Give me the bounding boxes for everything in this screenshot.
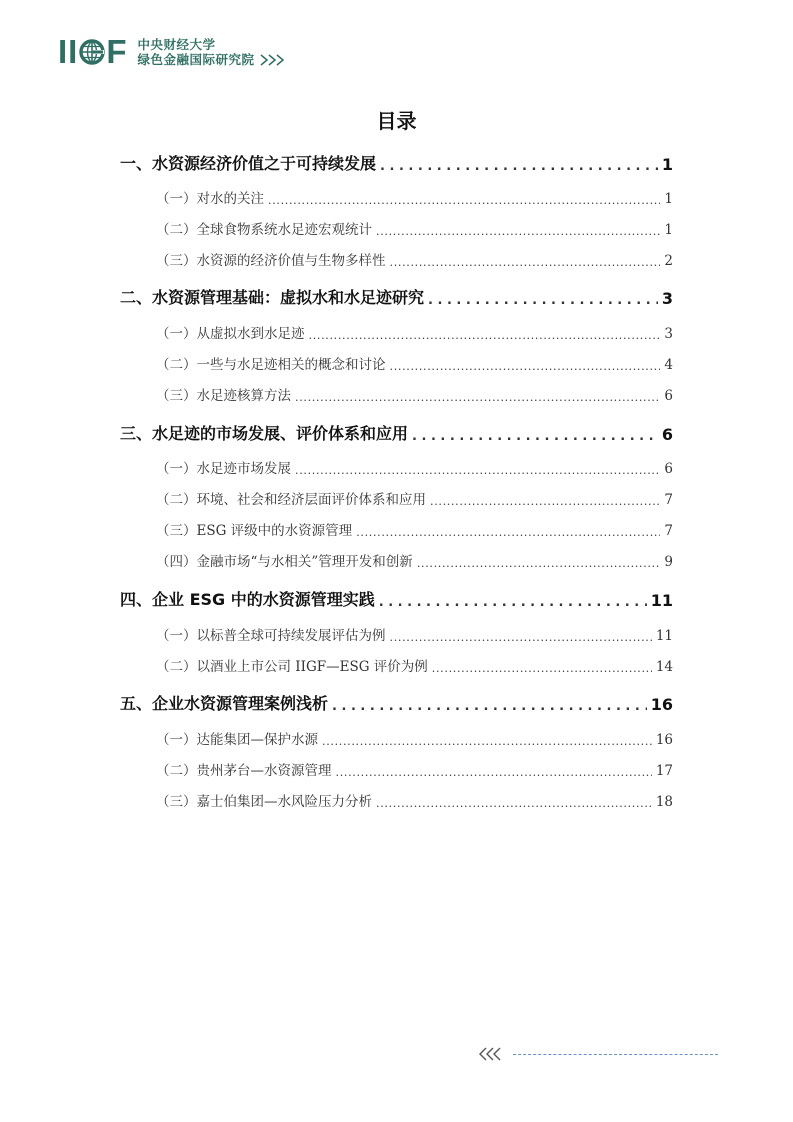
toc-entry-chapter[interactable] bbox=[120, 691, 673, 714]
page-footer bbox=[477, 1046, 718, 1062]
toc-entry-label: （一）水足迹市场发展 bbox=[156, 461, 291, 477]
toc-entry-label: （二）环境、社会和经济层面评价体系和应用 bbox=[156, 492, 426, 508]
toc-entry-label: 三、水足迹的市场发展、评价体系和应用 bbox=[120, 424, 409, 443]
footer-dashed-line bbox=[513, 1054, 718, 1055]
toc-entry-section[interactable] bbox=[156, 655, 673, 675]
toc-entry-label: （四）金融市场“与水相关”管理开发和创新 bbox=[156, 554, 413, 570]
toc-entry-label: （一）以标普全球可持续发展评估为例 bbox=[156, 628, 386, 644]
toc-entry-page: 7 bbox=[664, 523, 673, 539]
dot-leader bbox=[412, 429, 658, 444]
institution-line-2: 绿色金融国际研究院 bbox=[137, 52, 255, 67]
dot-leader bbox=[390, 360, 661, 373]
toc-entry-section[interactable] bbox=[156, 550, 673, 570]
dot-leader bbox=[332, 699, 647, 714]
toc-entry-section[interactable] bbox=[156, 759, 673, 779]
toc-entry-section[interactable] bbox=[156, 353, 673, 373]
toc-entry-page: 11 bbox=[655, 628, 673, 644]
toc-entry-label: （三）ESG 评级中的水资源管理 bbox=[156, 523, 353, 539]
toc-entry-page: 4 bbox=[664, 357, 673, 373]
toc-entry-page: 17 bbox=[655, 763, 673, 779]
toc-entry-section[interactable] bbox=[156, 728, 673, 748]
toc-entry-label: （二）一些与水足迹相关的概念和讨论 bbox=[156, 357, 386, 373]
toc-entry-chapter[interactable] bbox=[120, 587, 673, 610]
globe-g-icon bbox=[79, 39, 105, 65]
dot-leader bbox=[295, 391, 660, 404]
toc-entry-label: 二、水资源管理基础：虚拟水和水足迹研究 bbox=[120, 288, 425, 307]
toc-entry-page: 7 bbox=[664, 492, 673, 508]
toc-entry-section[interactable] bbox=[156, 488, 673, 508]
logo-text-right: F bbox=[106, 33, 128, 70]
toc-entry-page: 11 bbox=[650, 591, 673, 610]
toc-entry-section[interactable] bbox=[156, 218, 673, 238]
toc-entry-page: 14 bbox=[655, 659, 673, 675]
dot-leader bbox=[376, 225, 660, 238]
toc-entry-label: （二）以酒业上市公司 IIGF—ESG 评价为例 bbox=[156, 659, 428, 675]
toc-entry-chapter[interactable] bbox=[120, 151, 673, 174]
toc-entry-section[interactable] bbox=[156, 519, 673, 539]
toc-entry-page: 6 bbox=[664, 461, 673, 477]
toc-entry-label: （三）水资源的经济价值与生物多样性 bbox=[156, 253, 386, 269]
dot-leader bbox=[356, 526, 660, 539]
toc-entry-page: 6 bbox=[661, 425, 673, 444]
toc-entry-label: （一）达能集团—保护水源 bbox=[156, 732, 318, 748]
toc-entry-page: 1 bbox=[661, 155, 673, 174]
toc-entry-page: 1 bbox=[664, 222, 673, 238]
toc-entry-label: （一）对水的关注 bbox=[156, 191, 264, 207]
toc-entry-page: 6 bbox=[664, 388, 673, 404]
toc-entry-label: （二）全球食物系统水足迹宏观统计 bbox=[156, 222, 372, 238]
toc-entry-section[interactable] bbox=[156, 790, 673, 810]
dot-leader bbox=[322, 735, 652, 748]
dot-leader bbox=[295, 464, 660, 477]
toc-entry-page: 3 bbox=[661, 289, 673, 308]
toc-entry-page: 18 bbox=[655, 794, 673, 810]
iigf-logo bbox=[58, 33, 128, 70]
chevrons-left-icon bbox=[477, 1046, 505, 1062]
toc-entry-page: 2 bbox=[664, 253, 673, 269]
toc-entry-section[interactable] bbox=[156, 624, 673, 644]
dot-leader bbox=[268, 194, 660, 207]
dot-leader bbox=[417, 557, 661, 570]
logo-text-left: II bbox=[58, 33, 79, 70]
toc-entry-page: 16 bbox=[650, 695, 673, 714]
toc-entry-label: 一、水资源经济价值之于可持续发展 bbox=[120, 154, 377, 173]
toc-entry-label: 四、企业 ESG 中的水资源管理实践 bbox=[120, 590, 375, 609]
dot-leader bbox=[379, 595, 647, 610]
toc-entry-page: 3 bbox=[664, 326, 673, 342]
dot-leader bbox=[432, 662, 652, 675]
dot-leader bbox=[336, 766, 652, 779]
toc-entry-section[interactable] bbox=[156, 322, 673, 342]
dot-leader bbox=[430, 495, 660, 508]
toc-title: 目录 bbox=[376, 109, 417, 133]
page-header bbox=[58, 34, 289, 70]
dot-leader bbox=[390, 631, 652, 644]
toc-entry-section[interactable] bbox=[156, 457, 673, 477]
toc-entry-page: 16 bbox=[655, 732, 673, 748]
toc-entry-page: 9 bbox=[664, 554, 673, 570]
toc-entry-chapter[interactable] bbox=[120, 421, 673, 444]
institution-name bbox=[138, 37, 289, 67]
institution-line-1: 中央财经大学 bbox=[137, 37, 216, 52]
toc-entry-section[interactable] bbox=[156, 384, 673, 404]
toc-entry-label: 五、企业水资源管理案例浅析 bbox=[120, 694, 329, 713]
toc-entry-page: 1 bbox=[664, 191, 673, 207]
toc-entry-chapter[interactable] bbox=[120, 285, 673, 308]
chevrons-right-icon bbox=[259, 53, 289, 67]
dot-leader bbox=[309, 329, 661, 342]
dot-leader bbox=[376, 797, 652, 810]
dot-leader bbox=[390, 256, 661, 269]
toc-entry-label: （一）从虚拟水到水足迹 bbox=[156, 326, 305, 342]
toc-entry-label: （三）嘉士伯集团—水风险压力分析 bbox=[156, 794, 372, 810]
toc-entry-section[interactable] bbox=[156, 249, 673, 269]
toc-entry-label: （三）水足迹核算方法 bbox=[156, 388, 291, 404]
toc-entry-section[interactable] bbox=[156, 187, 673, 207]
toc-entry-label: （二）贵州茅台—水资源管理 bbox=[156, 763, 332, 779]
dot-leader bbox=[428, 293, 658, 308]
dot-leader bbox=[380, 159, 658, 174]
